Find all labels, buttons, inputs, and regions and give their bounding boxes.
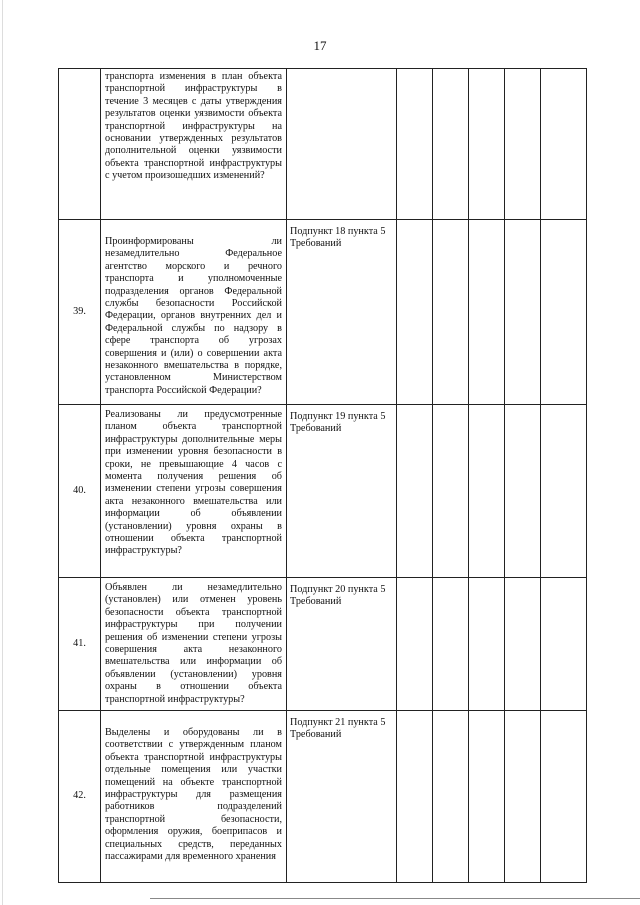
- answer-cell: [469, 220, 505, 405]
- row-reference: [287, 69, 397, 220]
- answer-cell: [505, 405, 541, 578]
- answer-cell: [397, 69, 433, 220]
- answer-cell: [541, 220, 587, 405]
- answer-cell: [397, 711, 433, 883]
- row-number: 42.: [59, 711, 101, 883]
- scan-bottom-edge: [150, 898, 640, 899]
- answer-cell: [397, 578, 433, 711]
- answer-cell: [541, 711, 587, 883]
- answer-cell: [433, 711, 469, 883]
- table-row: [59, 711, 587, 883]
- reference-text: Подпункт 19 пункта 5 Требований: [290, 411, 386, 435]
- answer-cell: [505, 69, 541, 220]
- answer-cell: [541, 578, 587, 711]
- row-question: [101, 220, 287, 405]
- answer-cell: [505, 578, 541, 711]
- page-number: 17: [313, 38, 327, 53]
- table-row: [59, 69, 587, 220]
- answer-cell: [469, 69, 505, 220]
- row-question: [101, 405, 287, 578]
- answer-cell: [433, 69, 469, 220]
- question-text: Реализованы ли предусмотренные планом объекта транспортной инфраструктуры дополнительные меры при изменении уровня безопасности в сроки, не превышающие 4 часов с момента получения решения об изменении степени угрозы совершения акта незаконного вмешательства или информации об объявлении (установлении) уровня охраны в отношении объекта транспортной инфраструктуры?: [105, 409, 282, 557]
- row-question: [101, 578, 287, 711]
- answer-cell: [505, 220, 541, 405]
- row-number: 41.: [59, 578, 101, 711]
- row-reference: [287, 578, 397, 711]
- row-number: 39.: [59, 220, 101, 405]
- row-question: [101, 711, 287, 883]
- answer-cell: [433, 578, 469, 711]
- row-question: [101, 69, 287, 220]
- question-text: транспорта изменения в план объекта транспортной инфраструктуры в течение 3 месяцев с даты утверждения результатов оценки уязвимости объекта транспортной инфраструктуры на основании утвержденных результатов дополнительной оценки уязвимости объекта транспортной инфраструктуры с учетом произошедших изменений?: [105, 71, 282, 182]
- question-text: Проинформированы ли незамедлительно Федеральное агентство морского и речного транспорта и уполномоченные подразделения органов Федеральной службы безопасности Российской Федерации, органов внутренних дел и Федеральной службы по надзору в сфере транспорта об угрозах совершения и (или) о совершении акта незаконного вмешательства в порядке, установленном Министерством транспорта Российской Федерации?: [105, 236, 282, 396]
- answer-cell: [397, 405, 433, 578]
- row-reference: [287, 405, 397, 578]
- row-reference: [287, 220, 397, 405]
- question-text: Объявлен ли незамедлительно (установлен) или отменен уровень безопасности объекта транспортной инфраструктуры при получении решения об изменении степени угрозы совершения акта незаконного вмешательства или информации об объявлении (установлении) уровня охраны в отношении объекта транспортной инфраструктуры?: [105, 582, 282, 705]
- checklist-table: [58, 68, 587, 883]
- reference-text: Подпункт 18 пункта 5 Требований: [290, 226, 386, 250]
- answer-cell: [433, 220, 469, 405]
- answer-cell: [433, 405, 469, 578]
- answer-cell: [469, 711, 505, 883]
- row-reference: [287, 711, 397, 883]
- reference-text: Подпункт 20 пункта 5 Требований: [290, 584, 386, 608]
- table-row: [59, 220, 587, 405]
- question-text: Выделены и оборудованы ли в соответствии с утвержденным планом объекта транспортной инфраструктуры отдельные помещения или участки помещений на объекте транспортной инфраструктуры для размещения работников подразделений транспортной безопасности, оформления оружия, боеприпасов и специальных средств, переданных пассажирами для временного хранения: [105, 727, 282, 863]
- scan-edge: [2, 0, 3, 905]
- answer-cell: [469, 405, 505, 578]
- table-row: [59, 578, 587, 711]
- answer-cell: [505, 711, 541, 883]
- answer-cell: [541, 405, 587, 578]
- answer-cell: [541, 69, 587, 220]
- answer-cell: [397, 220, 433, 405]
- answer-cell: [469, 578, 505, 711]
- row-number: 40.: [59, 405, 101, 578]
- table-row: [59, 405, 587, 578]
- reference-text: Подпункт 21 пункта 5 Требований: [290, 717, 386, 741]
- row-number: [59, 69, 101, 220]
